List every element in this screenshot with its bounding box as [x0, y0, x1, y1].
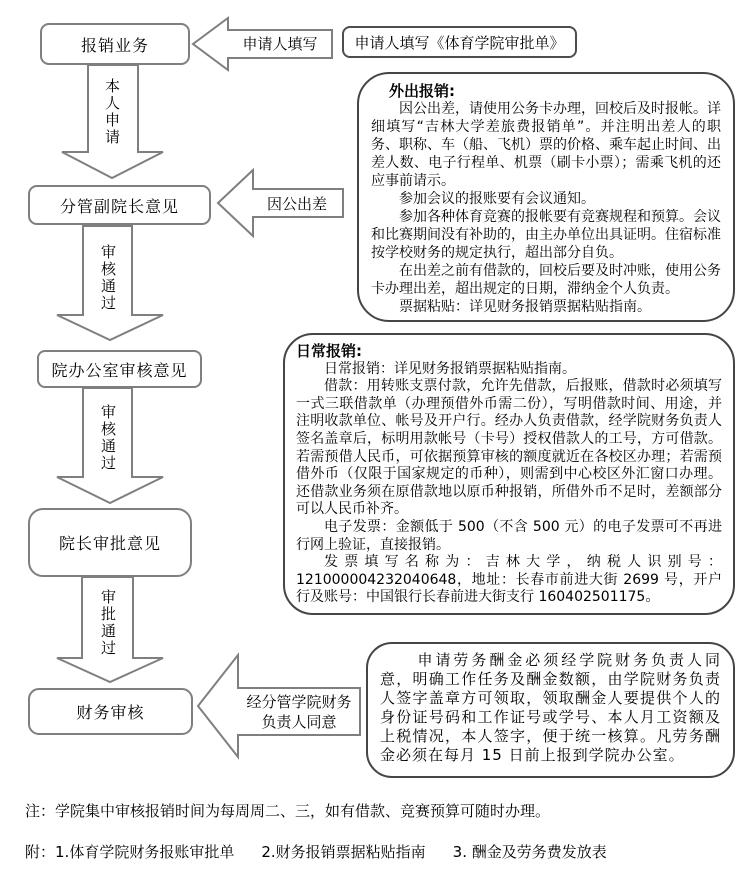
- dean-approval-label: 院长审批意见: [58, 534, 161, 553]
- travel-panel-paragraph: 因公出差，请使用公务卡办理，回校后及时报帐。详细填写“吉林大学差旅费报销单”。并注明出差人的职务、职称、车（船、飞机）票的价格、乘车起止时间、出差人数、电子行程单、机票（刷卡小票）；需乘飞机的还应事前请示。: [371, 101, 721, 189]
- start-box-label: 报销业务: [80, 35, 149, 55]
- labor-remuneration-panel: [366, 642, 735, 778]
- attachments-label: 附：: [25, 843, 56, 861]
- travel-panel-paragraph: 票据粘贴：详见财务报销票据粘贴指南。: [399, 299, 651, 315]
- self-apply-arrow-label: 本人申请: [104, 77, 120, 146]
- travel-panel-paragraph: 在出差之前有借款的，回校后要及时冲账，使用公务卡办理出差，超出规定的日期，滞纳金个人负责。: [371, 263, 721, 297]
- daily-panel-paragraph: 电子发票：金额低于 500（不含 500 元）的电子发票可不再进行网上验证，直接报销。: [296, 518, 722, 553]
- finance-agree-arrow-label: [240, 692, 358, 732]
- review-pass-1-label: 审核通过: [100, 243, 116, 312]
- office-review-box: [37, 350, 202, 388]
- travel-panel-paragraph: 参加会议的报账要有会议通知。: [399, 191, 595, 207]
- approval-form-label: 申请人填写《体育学院审批单》: [354, 33, 565, 52]
- business-trip-arrow-label: 因公出差: [266, 195, 327, 213]
- note-line: 注：学院集中审核报销时间为每周周二、三，如有借款、竞赛预算可随时办理。: [25, 802, 551, 820]
- travel-panel-paragraph: 参加各种体育竞赛的报帐要有竞赛规程和预算。会议和比赛期间没有补助的，由主办单位出具证明。住宿标准按学校财务的规定执行，超出部分自负。: [371, 209, 721, 261]
- travel-panel-title: 外出报销:: [389, 82, 455, 100]
- daily-panel-paragraph: 借款：用转账支票付款，允许先借款，后报账，借款时必须填写一式三联借款单（办理预借外币需二份），写明借款时间、用途，并注明收款单位、帐号及开户行。经办人负责借款，经学院财务负责人签名盖章后，标明用款帐号（卡号）授权借款人的工号，方可借款。若需预借人民币，可依据预算审核的额度就近在各校区办理；若需预借外币（仅限于国家规定的币种），则需到中心校区外汇窗口办理。还借款业务须在原借款地以原币种报销，所借外币不足时，差额部分可以人民币补齐。: [296, 378, 722, 518]
- fill-arrow-label: 申请人填写: [242, 35, 318, 53]
- finance-review-box: [28, 688, 193, 735]
- review-pass-2-label: 审核通过: [100, 403, 116, 472]
- office-review-label: 院办公室审核意见: [51, 360, 188, 380]
- daily-panel-paragraph: 日常报销：详见财务报销票据粘贴指南。: [324, 360, 576, 377]
- daily-reimbursement-panel: [283, 333, 735, 615]
- finance-agree-line1: 经分管学院财务: [246, 693, 352, 711]
- finance-agree-line2: 负责人同意: [261, 713, 337, 731]
- labor-panel-paragraph: 申请劳务酬金必须经学院财务负责人同意，明确工作任务及酬金数额，由学院财务负责人签字盖章方可领取，领取酬金人要提供个人的身份证号码和工作证号或学号、本人月工资额及上税情况，本人签字，便于统一核算。凡劳务酬金必须在每月 15 日前上报到学院办公室。: [380, 651, 721, 764]
- start-box: [40, 23, 190, 65]
- finance-review-label: 财务审核: [76, 703, 145, 722]
- daily-panel-title: 日常报销:: [296, 342, 362, 360]
- vice-dean-box: [28, 185, 211, 225]
- attachment-item: 3. 酬金及劳务费发放表: [452, 843, 607, 861]
- dean-approval-box: [28, 508, 192, 577]
- attachments-line: [25, 841, 607, 862]
- attachment-item: 2.财务报销票据粘贴指南: [261, 843, 426, 861]
- travel-reimbursement-panel: [357, 72, 735, 322]
- approval-form-box: [342, 26, 577, 58]
- daily-panel-paragraph: 发票填写名称为：吉林大学，纳税人识别号：121000004232040648，地址：长春市前进大街 2699 号，开户行及账号：中国银行长春前进大街支行 160402501175。: [296, 554, 722, 606]
- attachment-item: 1.体育学院财务报账审批单: [55, 843, 235, 861]
- approval-pass-label: 审批通过: [100, 588, 116, 657]
- vice-dean-label: 分管副院长意见: [59, 196, 179, 216]
